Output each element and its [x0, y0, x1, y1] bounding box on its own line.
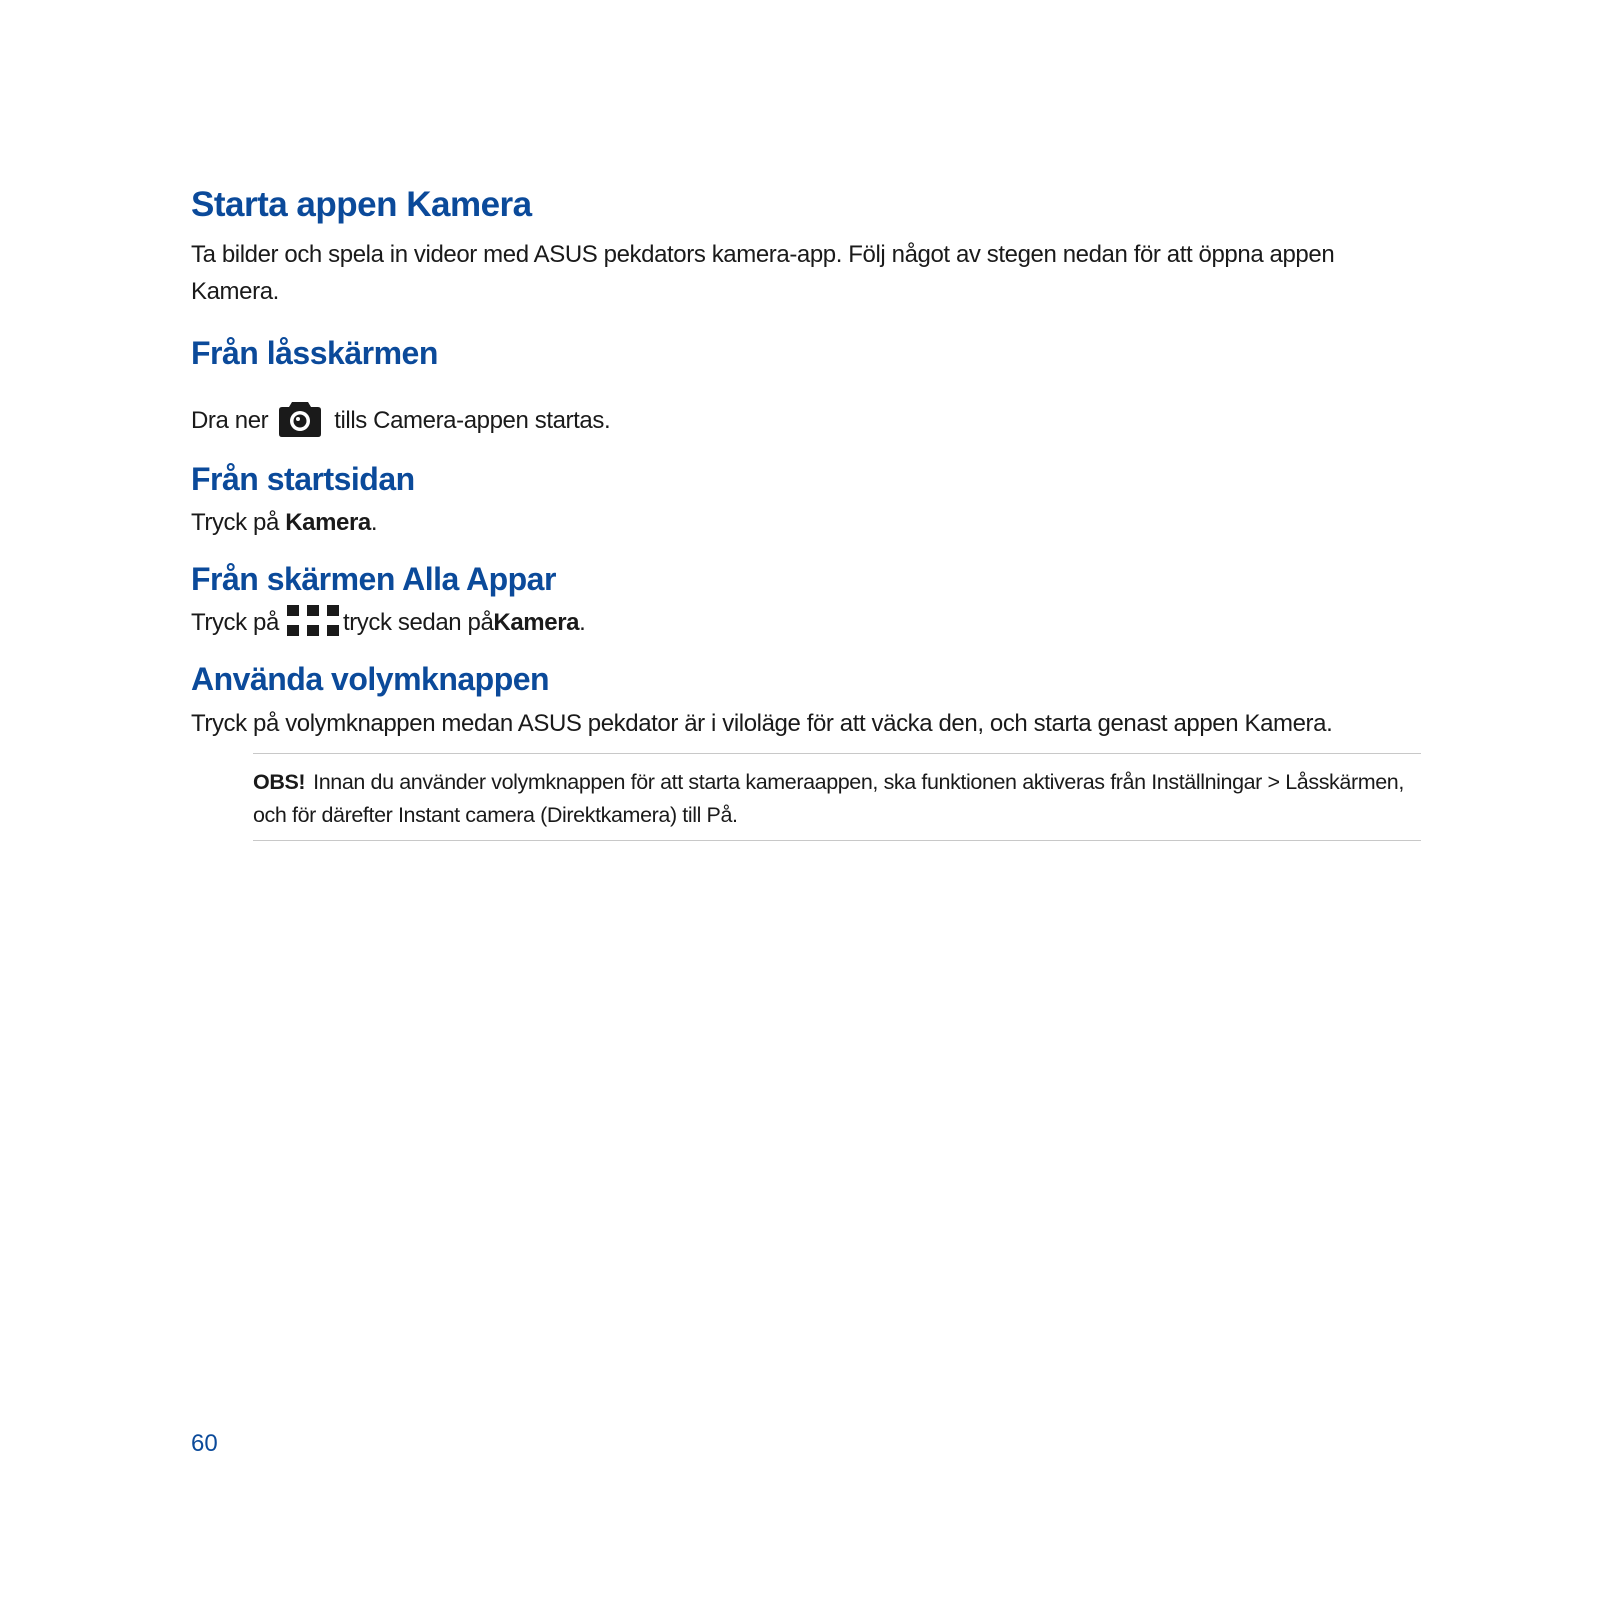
note-box — [253, 753, 1421, 841]
allapps-camera-label: Kamera — [493, 609, 580, 636]
note-paragraph — [253, 766, 1421, 832]
page-title: Starta appen Kamera — [191, 185, 532, 224]
homescreen-text-before: Tryck på — [191, 509, 286, 536]
homescreen-instruction — [191, 504, 1421, 541]
lockscreen-instruction — [191, 400, 1421, 440]
section-heading-allapps: Från skärmen Alla Appar — [191, 561, 556, 597]
homescreen-text-after: . — [370, 509, 378, 536]
camera-icon — [278, 398, 322, 438]
volume-instruction: Tryck på volymknappen medan ASUS pekdator är i viloläge för att väcka den, och starta genast appen Kamera. — [191, 710, 1333, 737]
page-number: 60 — [191, 1430, 218, 1457]
intro-paragraph: Ta bilder och spela in videor med ASUS pekdators kamera-app. Följ något av stegen nedan för att öppna appen Kamera. — [191, 241, 1335, 305]
allapps-text-before: Tryck på — [191, 609, 279, 636]
section-heading-homescreen: Från startsidan — [191, 461, 415, 497]
lockscreen-text-before: Dra ner — [191, 406, 269, 434]
homescreen-camera-label: Kamera — [285, 509, 371, 536]
all-apps-grid-icon — [285, 603, 341, 639]
note-label: OBS! — [253, 770, 306, 794]
allapps-text-after: . — [579, 609, 586, 636]
section-heading-lockscreen: Från låsskärmen — [191, 335, 438, 371]
page-content — [191, 183, 1421, 841]
allapps-text-middle: tryck sedan på — [342, 609, 494, 636]
section-heading-volume: Använda volymknappen — [191, 661, 550, 697]
allapps-instruction — [191, 604, 1421, 641]
note-text: Innan du använder volymknappen för att starta kameraappen, ska funktionen aktiveras från Inställningar > Låsskärmen, och för därefter Instant camera (Direktkamera) till På. — [253, 770, 1404, 827]
lockscreen-text-after: tills Camera-appen startas. — [334, 406, 611, 434]
